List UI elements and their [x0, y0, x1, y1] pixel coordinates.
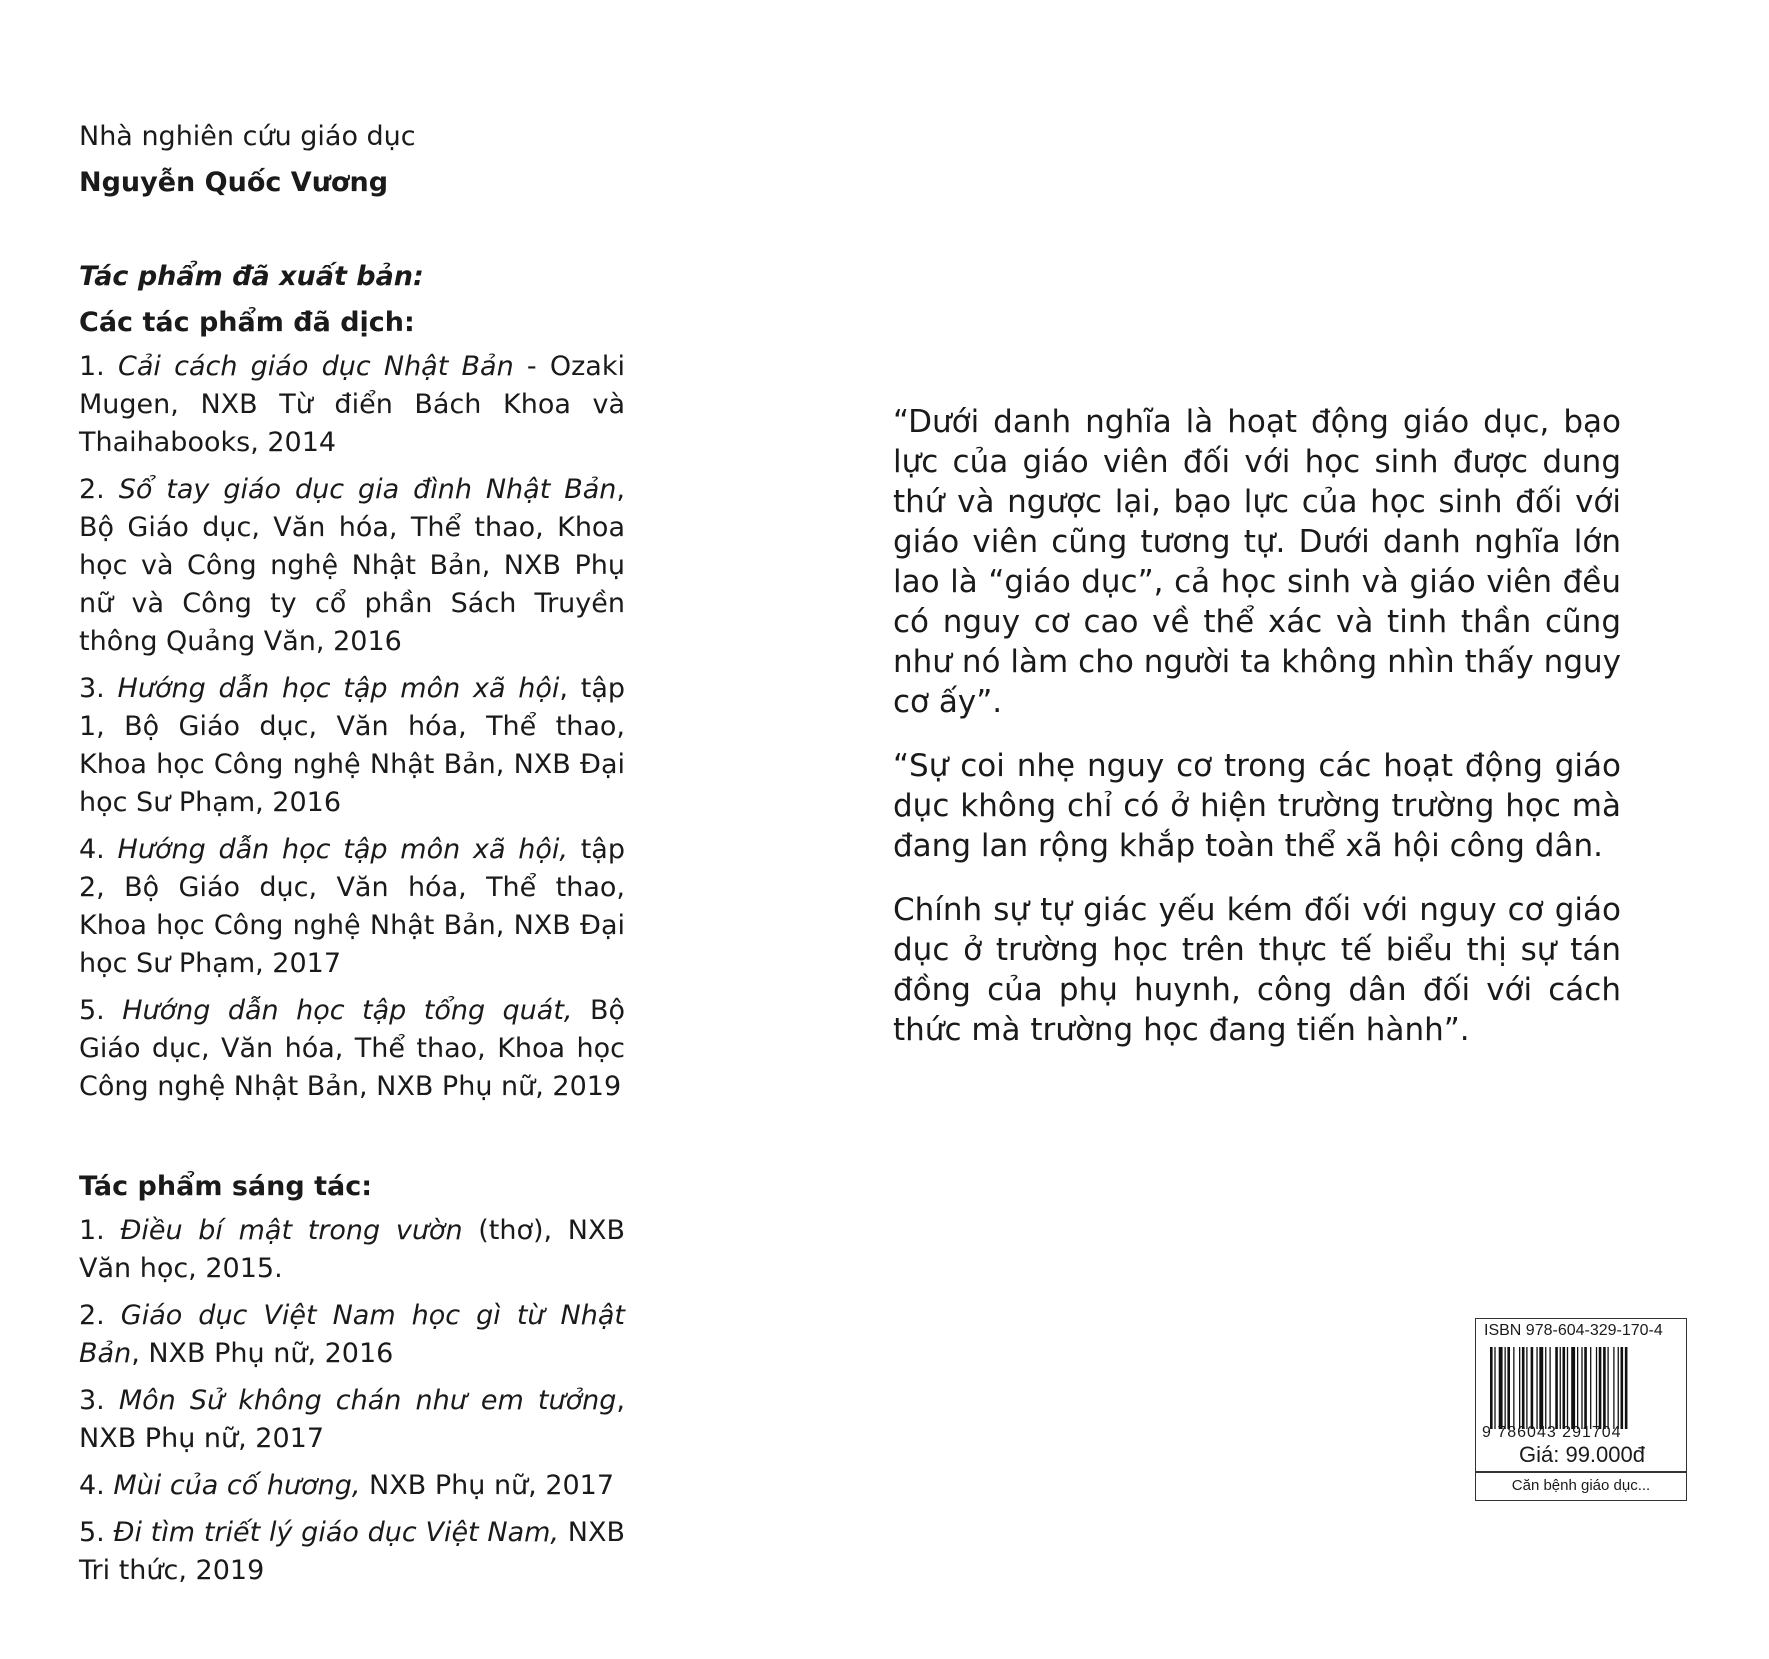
author-name: Nguyễn Quốc Vương — [79, 167, 389, 198]
isbn-text: ISBN 978-604-329-170-4 — [1484, 1322, 1663, 1339]
original-item: 3. Môn Sử không chán như em tưởng, NXB Phụ nữ, 2017 — [79, 1385, 625, 1454]
author-column — [79, 118, 625, 1599]
quote-paragraph: “Dưới danh nghĩa là hoạt động giáo dục, bạo lực của giáo viên đối với học sinh được dung thứ và ngược lại, bạo lực của học sinh đối với giáo viên cũng tương tự. Dưới danh nghĩa lớn lao là “giáo dục”, cả học sinh và giáo viên đều có nguy cơ cao về thể xác và tinh thần cũng như nó làm cho người ta không nhìn thấy nguy cơ ấy”. — [893, 404, 1621, 720]
barcode-digits: 9 786043 291704 — [1482, 1424, 1622, 1441]
quote-paragraph: “Sự coi nhẹ nguy cơ trong các hoạt động giáo dục không chỉ có ở hiện trường trường học mà đang lan rộng khắp toàn thể xã hội công dân. — [893, 748, 1621, 864]
original-item: 1. Điều bí mật trong vườn (thơ), NXB Văn học, 2015. — [79, 1215, 625, 1284]
original-item: 4. Mùi của cố hương, NXB Phụ nữ, 2017 — [79, 1470, 615, 1501]
original-item: 5. Đi tìm triết lý giáo dục Việt Nam, NXB Tri thức, 2019 — [79, 1517, 625, 1586]
translated-item: 5. Hướng dẫn học tập tổng quát, Bộ Giáo dục, Văn hóa, Thể thao, Khoa học Công nghệ Nhật Bản, NXB Phụ nữ, 2019 — [79, 995, 626, 1102]
published-heading: Tác phẩm đã xuất bản: — [79, 261, 424, 292]
translated-item: 3. Hướng dẫn học tập môn xã hội, tập 1, Bộ Giáo dục, Văn hóa, Thể thao, Khoa học Công nghệ Nhật Bản, NXB Đại học Sư Phạm, 2016 — [79, 673, 625, 818]
isbn-barcode-label — [1475, 1318, 1687, 1473]
quote-column — [893, 402, 1621, 1074]
translated-item: 1. Cải cách giáo dục Nhật Bản - Ozaki Mugen, NXB Từ điển Bách Khoa và Thaihabooks, 2014 — [79, 351, 625, 458]
price-label: Giá: 99.000đ — [1519, 1442, 1645, 1467]
book-title-tag: Căn bệnh giáo dục... — [1475, 1471, 1687, 1501]
original-works-heading: Tác phẩm sáng tác: — [79, 1171, 373, 1202]
translated-heading: Các tác phẩm đã dịch: — [79, 307, 415, 338]
barcode-icon — [1490, 1347, 1674, 1429]
original-item: 2. Giáo dục Việt Nam học gì từ Nhật Bản, NXB Phụ nữ, 2016 — [79, 1300, 625, 1369]
author-role: Nhà nghiên cứu giáo dục — [79, 121, 416, 152]
translated-item: 2. Sổ tay giáo dục gia đình Nhật Bản, Bộ Giáo dục, Văn hóa, Thể thao, Khoa học và Công nghệ Nhật Bản, NXB Phụ nữ và Công ty cổ phần Sách Truyền thông Quảng Văn, 2016 — [79, 474, 625, 657]
quote-paragraph: Chính sự tự giác yếu kém đối với nguy cơ giáo dục ở trường học trên thực tế biểu thị sự tán đồng của phụ huynh, công dân đối với cách thức mà trường học đang tiến hành”. — [893, 892, 1621, 1048]
translated-item: 4. Hướng dẫn học tập môn xã hội, tập 2, Bộ Giáo dục, Văn hóa, Thể thao, Khoa học Công nghệ Nhật Bản, NXB Đại học Sư Phạm, 2017 — [79, 834, 625, 979]
